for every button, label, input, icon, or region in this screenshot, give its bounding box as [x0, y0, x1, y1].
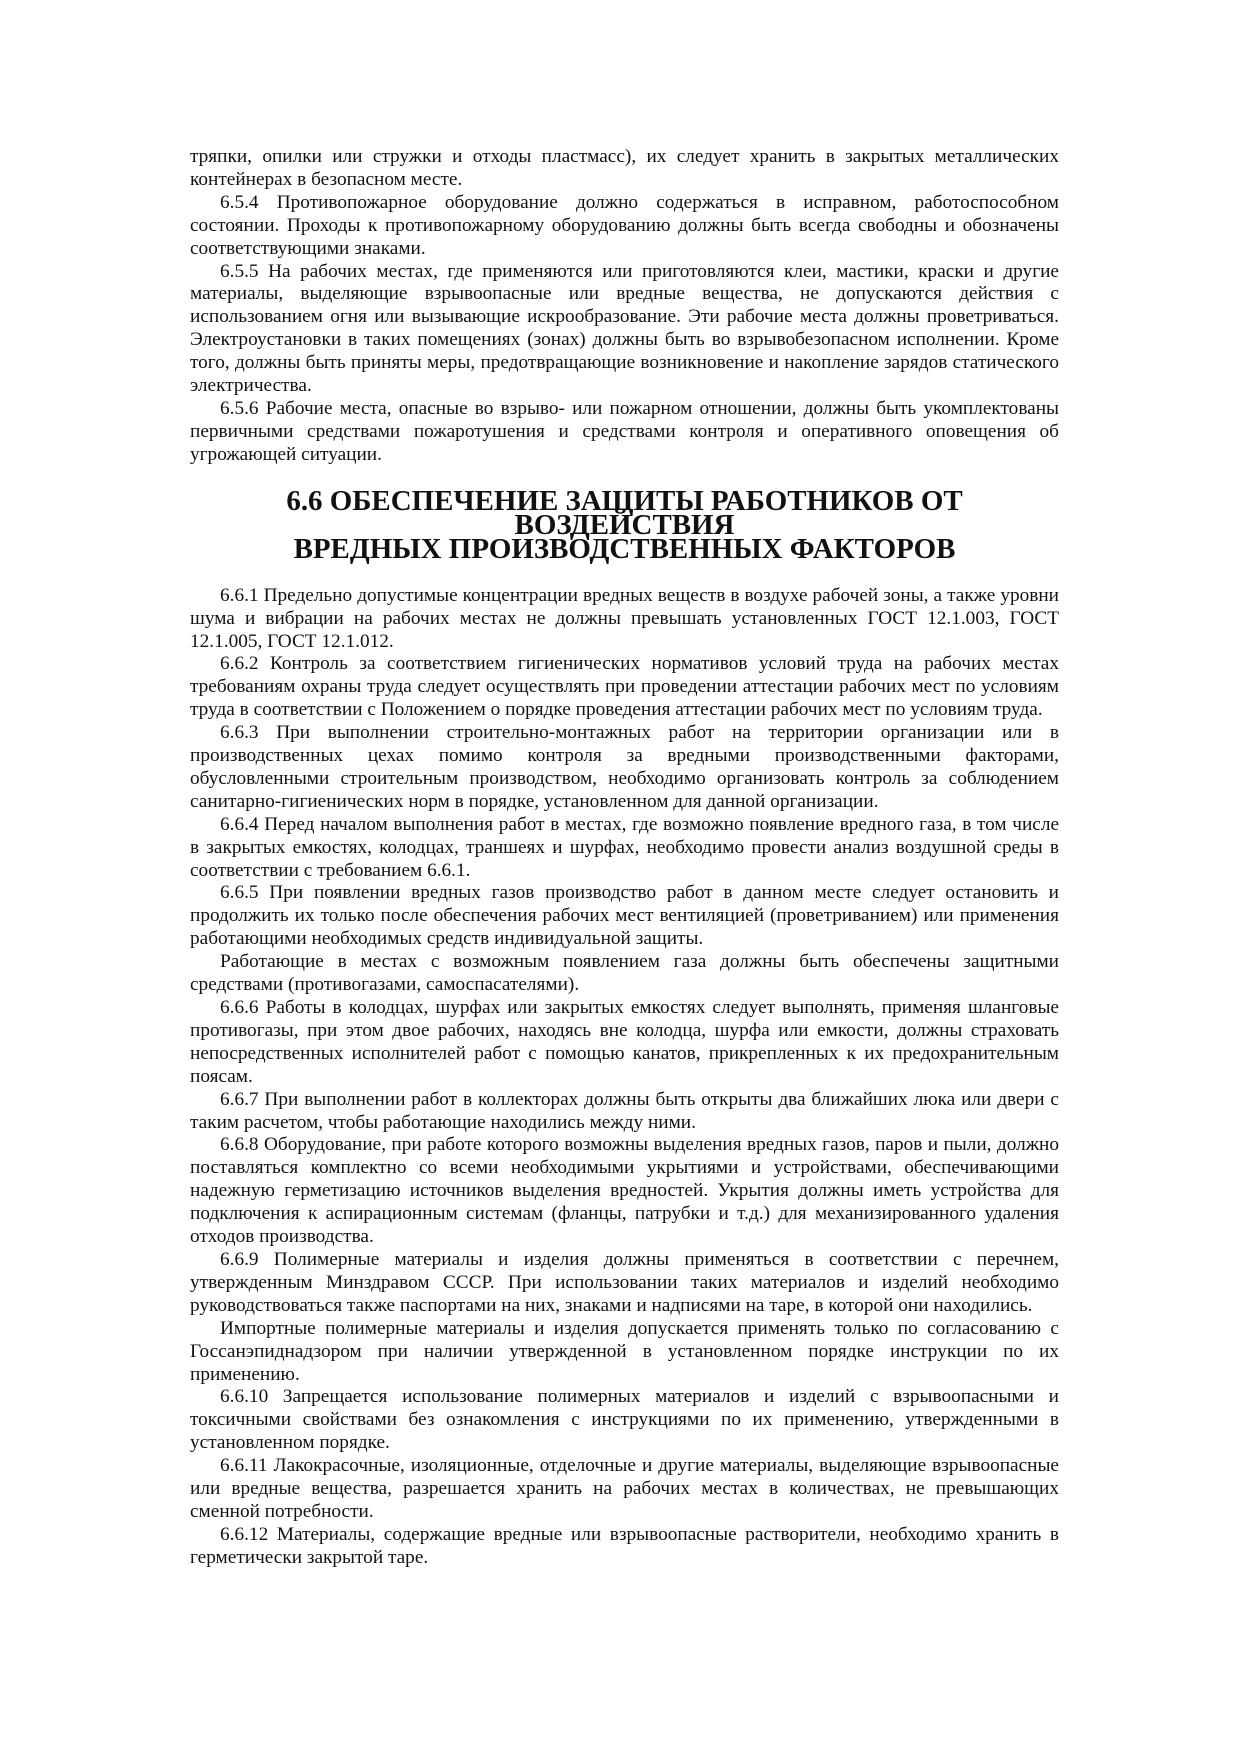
paragraph-6-5-6: 6.5.6 Рабочие места, опасные во взрыво- или пожарном отношении, должны быть укомплектованы первичными средствами пожаротушения и средствами контроля и оперативного оповещения об угрожающей ситуации. [190, 397, 1059, 465]
paragraph-6-6-10: 6.6.10 Запрещается использование полимерных материалов и изделий с взрывоопасными и токсичными свойствами без ознакомления с инструкциями по их применению, утвержденными в установленном порядке. [190, 1386, 1059, 1454]
paragraph-6-5-5: 6.5.5 На рабочих местах, где применяются или приготовляются клеи, мастики, краски и другие материалы, выделяющие взрывоопасные или вредные вещества, не допускаются действия с использованием огня или вызывающие искрообразование. Эти рабочие места должны проветриваться. Электроустановки в таких помещениях (зонах) должны быть во взрывобезопасном исполнении. Кроме того, должны быть приняты меры, предотвращающие возникновение и накопление зарядов статического электричества. [190, 260, 1059, 397]
section-heading-6-6 [190, 484, 1059, 565]
document-page [190, 146, 1059, 1570]
section-heading-line-1: 6.6 ОБЕСПЕЧЕНИЕ ЗАЩИТЫ РАБОТНИКОВ ОТ ВОЗДЕЙСТВИЯ [286, 484, 963, 541]
section-heading-line-2: ВРЕДНЫХ ПРОИЗВОДСТВЕННЫХ ФАКТОРОВ [293, 532, 956, 565]
paragraph-6-6-1: 6.6.1 Предельно допустимые концентрации вредных веществ в воздухе рабочей зоны, а также уровни шума и вибрации на рабочих местах не должны превышать установленных ГОСТ 12.1.003, ГОСТ 12.1.005, ГОСТ 12.1.012. [190, 584, 1059, 652]
paragraph-6-5-3-continuation: тряпки, опилки или стружки и отходы пластмасс), их следует хранить в закрытых металлических контейнерах в безопасном месте. [190, 146, 1059, 190]
paragraph-6-6-7: 6.6.7 При выполнении работ в коллекторах должны быть открыты два ближайших люка или двери с таким расчетом, чтобы работающие находились между ними. [190, 1088, 1059, 1133]
paragraph-6-6-3: 6.6.3 При выполнении строительно-монтажных работ на территории организации или в производственных цехах помимо контроля за вредными производственными факторами, обусловленными строительным производством, необходимо организовать контроль за соблюдением санитарно-гигиенических норм в порядке, установленном для данной организации. [190, 722, 1059, 812]
paragraph-6-6-4: 6.6.4 Перед началом выполнения работ в местах, где возможно появление вредного газа, в том числе в закрытых емкостях, колодцах, траншеях и шурфах, необходимо провести анализ воздушной среды в соответствии с требованием 6.6.1. [190, 813, 1059, 881]
section-6-6-body [190, 585, 1059, 1570]
paragraph-6-6-5: 6.6.5 При появлении вредных газов производство работ в данном месте следует остановить и продолжить их только после обеспечения рабочих мест вентиляцией (проветриванием) или применения работающими необходимых средств индивидуальной защиты. [190, 882, 1059, 950]
paragraph-6-6-2: 6.6.2 Контроль за соответствием гигиенических нормативов условий труда на рабочих местах требованиям охраны труда следует осуществлять при проведении аттестации рабочих мест по условиям труда в соответствии с Положением о порядке проведения аттестации рабочих мест по условиям труда. [190, 653, 1059, 721]
paragraph-6-6-5-note: Работающие в местах с возможным появлением газа должны быть обеспечены защитными средствами (противогазами, самоспасателями). [190, 951, 1059, 996]
paragraph-6-6-8: 6.6.8 Оборудование, при работе которого возможны выделения вредных газов, паров и пыли, должно поставляться комплектно со всеми необходимыми укрытиями и устройствами, обеспечивающими надежную герметизацию источников выделения вредностей. Укрытия должны иметь устройства для подключения к аспирационным системам (фланцы, патрубки и т.д.) для механизированного удаления отходов производства. [190, 1134, 1059, 1248]
paragraph-6-6-6: 6.6.6 Работы в колодцах, шурфах или закрытых емкостях следует выполнять, применяя шланговые противогазы, при этом двое рабочих, находясь вне колодца, шурфа или емкости, должны страховать непосредственных исполнителей работ с помощью канатов, прикрепленных к их предохранительным поясам. [190, 997, 1059, 1087]
paragraph-6-6-9: 6.6.9 Полимерные материалы и изделия должны применяться в соответствии с перечнем, утвержденным Минздравом СССР. При использовании таких материалов и изделий необходимо руководствоваться также паспортами на них, знаками и надписями на таре, в которой они находились. [190, 1248, 1059, 1316]
paragraph-6-5-4: 6.5.4 Противопожарное оборудование должно содержаться в исправном, работоспособном состоянии. Проходы к противопожарному оборудованию должны быть всегда свободны и обозначены соответствующими знаками. [190, 191, 1059, 259]
paragraph-6-6-12: 6.6.12 Материалы, содержащие вредные или взрывоопасные растворители, необходимо хранить в герметически закрытой таре. [190, 1523, 1059, 1568]
section-6-5-continuation [190, 146, 1059, 467]
paragraph-6-6-11: 6.6.11 Лакокрасочные, изоляционные, отделочные и другие материалы, выделяющие взрывоопасные или вредные вещества, разрешается хранить на рабочих местах в количествах, не превышающих сменной потребности. [190, 1455, 1059, 1522]
paragraph-6-6-9-note: Импортные полимерные материалы и изделия допускается применять только по согласованию с Госсанэпиднадзором при наличии утвержденной в установленном порядке инструкции по их применению. [190, 1317, 1059, 1385]
